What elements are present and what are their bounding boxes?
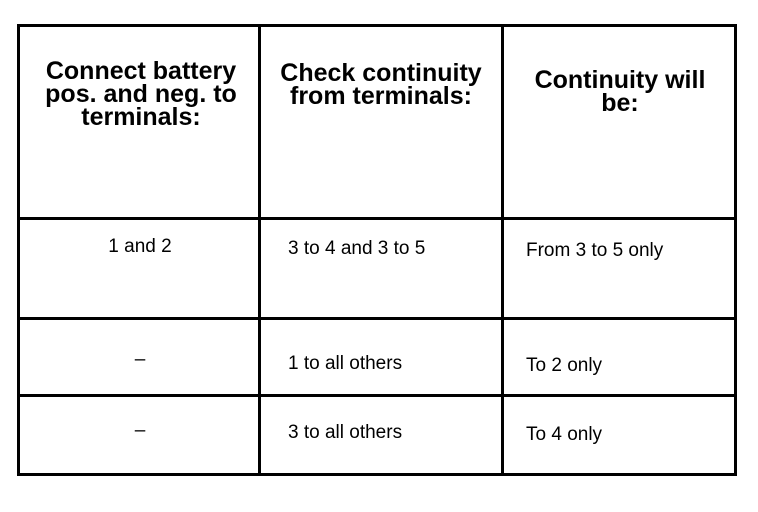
- row-divider: [20, 217, 734, 220]
- row2-battery-terminals: –: [134, 349, 146, 370]
- continuity-table: [17, 24, 737, 476]
- header-connect-battery: Connect battery pos. and neg. to terminals:: [45, 57, 237, 131]
- row3-continuity-result: To 4 only: [526, 424, 603, 445]
- row-divider: [20, 394, 734, 397]
- row1-continuity-result: From 3 to 5 only: [526, 240, 664, 261]
- header-check-continuity: Check continuity from terminals:: [280, 59, 482, 110]
- row2-check-terminals: 1 to all others: [288, 353, 403, 374]
- column-divider: [501, 27, 504, 473]
- row3-check-terminals: 3 to all others: [288, 422, 403, 443]
- row1-battery-terminals: 1 and 2: [108, 236, 172, 257]
- row3-battery-terminals: –: [134, 420, 146, 441]
- row1-check-terminals: 3 to 4 and 3 to 5: [288, 238, 426, 259]
- header-continuity-result: Continuity will be:: [534, 66, 706, 117]
- row2-continuity-result: To 2 only: [526, 355, 603, 376]
- row-divider: [20, 317, 734, 320]
